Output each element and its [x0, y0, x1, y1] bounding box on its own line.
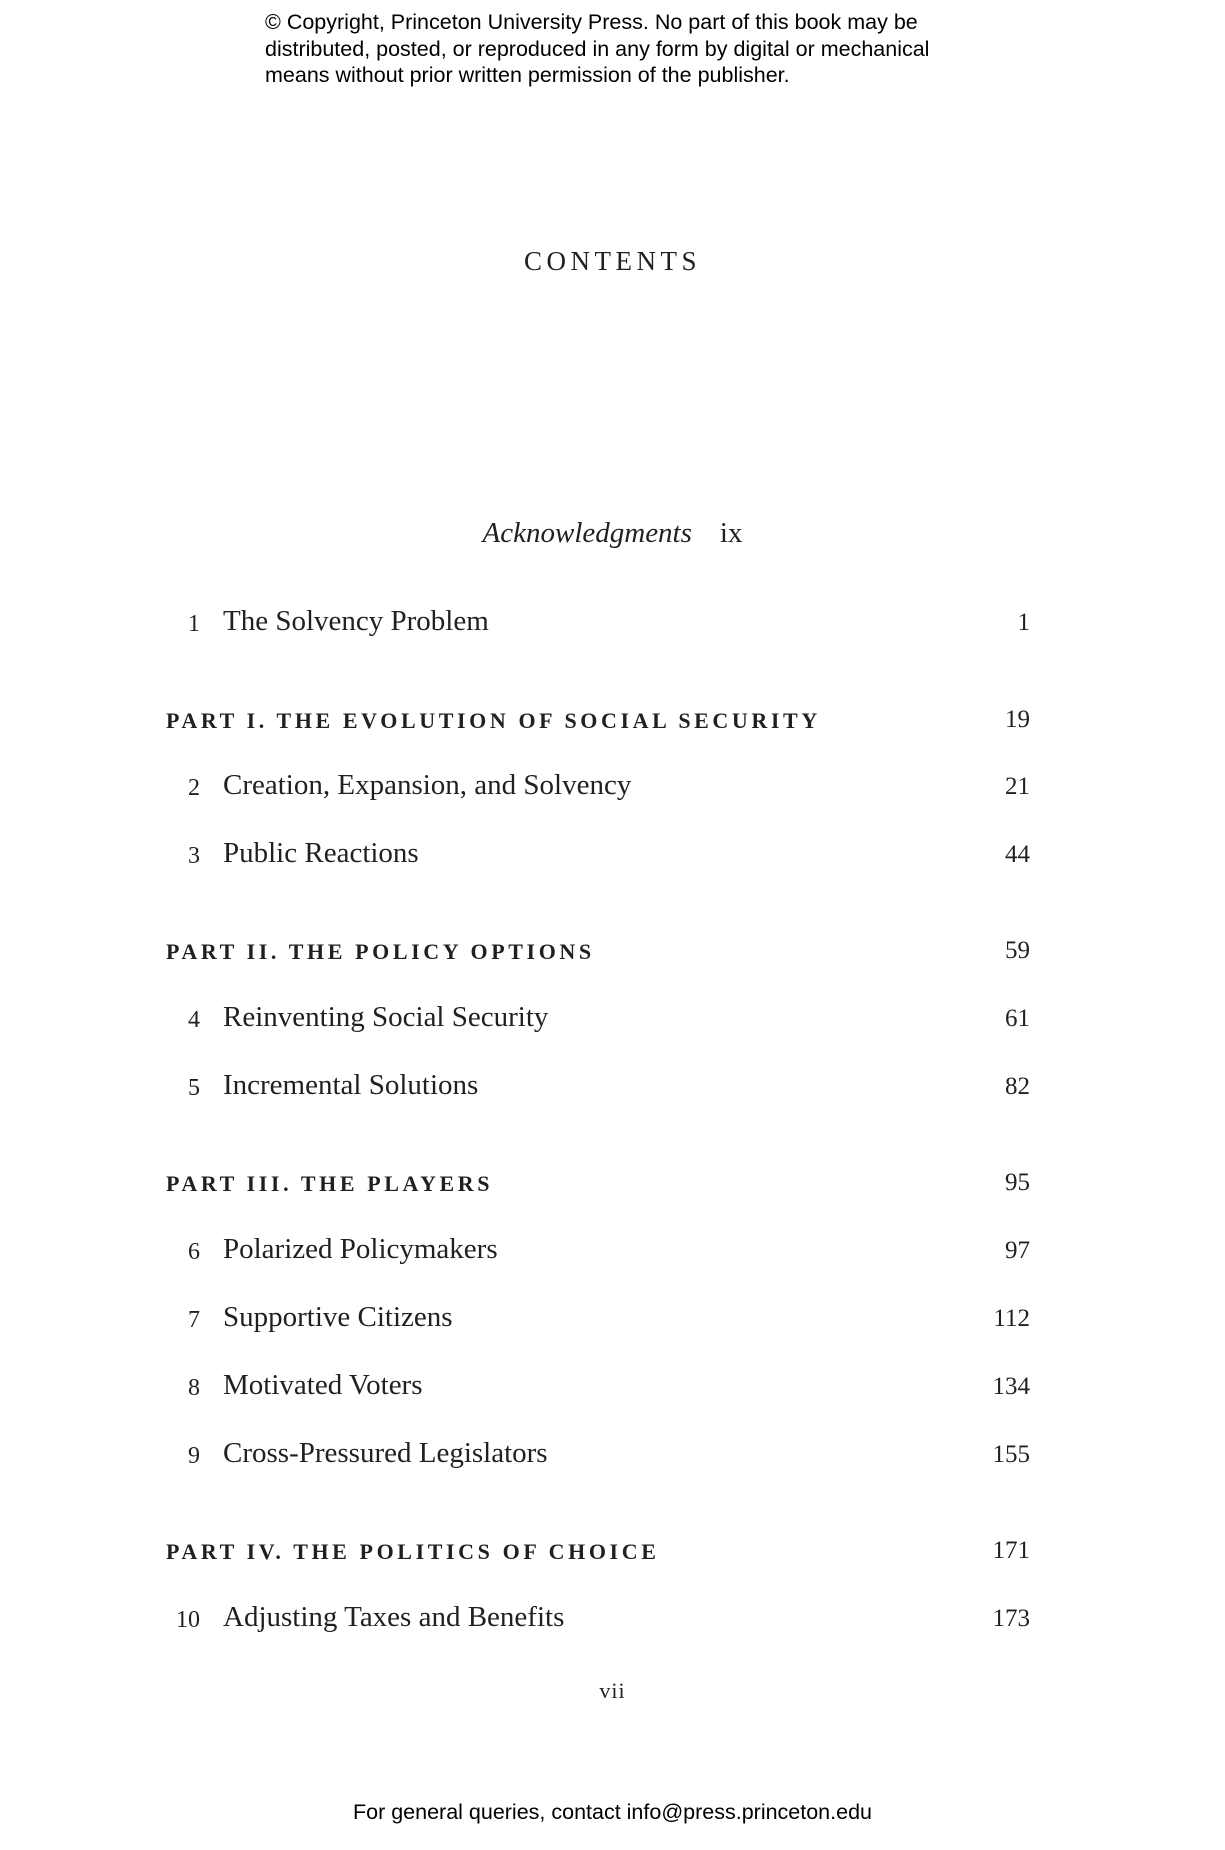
- part-title: PART I. THE EVOLUTION OF SOCIAL SECURITY: [166, 708, 821, 733]
- copyright-notice: [265, 9, 985, 89]
- page-number: 173: [992, 1605, 1030, 1632]
- chapter-number: 10: [176, 1607, 200, 1633]
- footer-contact: For general queries, contact info@press.princeton.edu: [352, 1800, 872, 1824]
- page-number: 19: [1005, 706, 1030, 733]
- toc-chapter-entry[interactable]: [0, 837, 1225, 877]
- chapter-title: Cross-Pressured Legislators: [223, 1437, 548, 1469]
- chapter-title: Reinventing Social Security: [223, 1001, 549, 1033]
- chapter-number: 6: [188, 1239, 200, 1265]
- page-number: 61: [1005, 1005, 1030, 1032]
- toc-chapter-entry[interactable]: [0, 1437, 1225, 1477]
- copyright-line: © Copyright, Princeton University Press. No part of this book may be: [265, 10, 918, 34]
- contents-heading: CONTENTS: [524, 246, 701, 276]
- toc-part-entry[interactable]: [0, 1165, 1225, 1205]
- chapter-number: 8: [188, 1375, 200, 1401]
- page-number: 82: [1005, 1073, 1030, 1100]
- chapter-title: Supportive Citizens: [223, 1301, 453, 1333]
- toc-chapter-entry[interactable]: [0, 1233, 1225, 1273]
- toc-chapter-entry[interactable]: [0, 1069, 1225, 1109]
- page-number: 1: [1017, 609, 1030, 636]
- toc-chapter-entry[interactable]: [0, 1601, 1225, 1641]
- page-number: 112: [993, 1305, 1030, 1332]
- page-number: 134: [992, 1373, 1030, 1400]
- toc-part-entry[interactable]: [0, 933, 1225, 973]
- chapter-number: 7: [188, 1307, 200, 1333]
- page-number: 44: [1005, 841, 1030, 868]
- part-title: PART III. THE PLAYERS: [166, 1171, 494, 1196]
- toc-chapter-entry[interactable]: [0, 1369, 1225, 1409]
- chapter-title: The Solvency Problem: [223, 605, 489, 637]
- part-title: PART IV. THE POLITICS OF CHOICE: [166, 1539, 660, 1564]
- chapter-number: 2: [188, 775, 200, 801]
- toc-part-entry[interactable]: [0, 702, 1225, 742]
- page-number: 97: [1005, 1237, 1030, 1264]
- toc-chapter-entry[interactable]: [0, 605, 1225, 645]
- chapter-title: Creation, Expansion, and Solvency: [223, 769, 632, 801]
- page-number: 171: [992, 1537, 1030, 1564]
- toc-chapter-entry[interactable]: [0, 769, 1225, 809]
- page-number: 59: [1005, 937, 1030, 964]
- page-number: 21: [1005, 773, 1030, 800]
- page-folio: vii: [599, 1678, 626, 1703]
- chapter-number: 3: [188, 843, 200, 869]
- chapter-title: Incremental Solutions: [223, 1069, 479, 1101]
- copyright-line: distributed, posted, or reproduced in any form by digital or mechanical: [265, 36, 930, 61]
- chapter-number: 4: [188, 1007, 200, 1033]
- chapter-number: 1: [188, 611, 200, 637]
- toc-chapter-entry[interactable]: [0, 1001, 1225, 1041]
- chapter-title: Motivated Voters: [223, 1369, 423, 1401]
- acknowledgments-entry[interactable]: [0, 517, 1225, 550]
- copyright-line: means without prior written permission of the publisher.: [265, 63, 790, 87]
- chapter-title: Polarized Policymakers: [223, 1233, 498, 1265]
- page-number: 155: [992, 1441, 1030, 1468]
- part-title: PART II. THE POLICY OPTIONS: [166, 939, 595, 964]
- toc-chapter-entry[interactable]: [0, 1301, 1225, 1341]
- acknowledgments-title: Acknowledgments: [482, 517, 692, 549]
- chapter-title: Public Reactions: [223, 837, 419, 869]
- toc-part-entry[interactable]: [0, 1533, 1225, 1573]
- page-number: 95: [1005, 1169, 1030, 1196]
- chapter-number: 9: [188, 1443, 200, 1469]
- chapter-number: 5: [188, 1075, 200, 1101]
- acknowledgments-page: ix: [719, 517, 743, 549]
- chapter-title: Adjusting Taxes and Benefits: [223, 1601, 565, 1633]
